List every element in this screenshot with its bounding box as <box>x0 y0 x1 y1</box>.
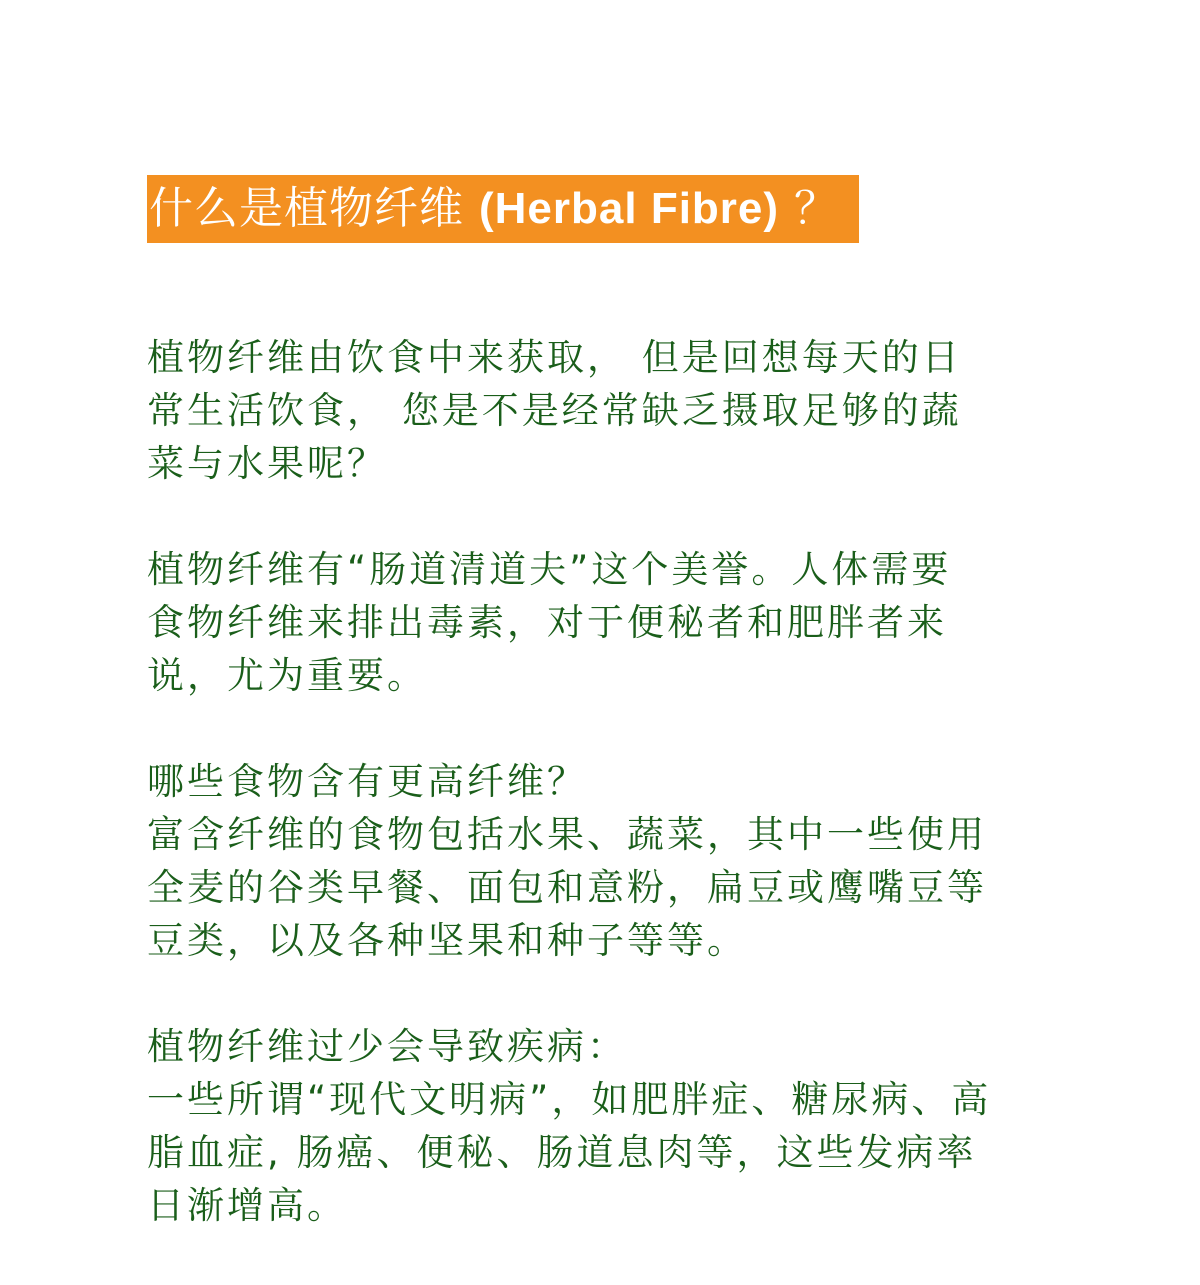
paragraph-line: 植物纤维由饮食中来获取， 但是回想每天的日 <box>147 335 962 379</box>
paragraph-heading: 植物纤维过少会导致疾病： <box>147 1024 627 1068</box>
title-banner <box>147 146 1107 273</box>
paragraph-intestinal-cleaner <box>147 543 1107 702</box>
page-title <box>147 175 859 243</box>
paragraph-line: 菜与水果呢？ <box>147 441 387 485</box>
paragraph-line: 食物纤维来排出毒素，对于便秘者和肥胖者来 <box>147 600 947 644</box>
title-zh: 什么是植物纤维 <box>149 183 479 235</box>
title-question-mark: ？ <box>779 183 840 235</box>
title-en: (Herbal Fibre) <box>479 184 780 234</box>
paragraph-line: 脂血症, 肠癌、便秘、肠道息肉等，这些发病率 <box>147 1130 977 1174</box>
paragraph-heading: 哪些食物含有更高纤维？ <box>147 759 587 803</box>
paragraph-line: 富含纤维的食物包括水果、蔬菜，其中一些使用 <box>147 812 987 856</box>
paragraph-line: 常生活饮食， 您是不是经常缺乏摄取足够的蔬 <box>147 388 962 432</box>
paragraph-line: 日渐增高。 <box>147 1183 347 1227</box>
paragraph-line: 全麦的谷类早餐、面包和意粉，扁豆或鹰嘴豆等 <box>147 865 987 909</box>
paragraph-line: 说，尤为重要。 <box>147 653 427 697</box>
article <box>147 146 1107 1285</box>
paragraph-line: 豆类，以及各种坚果和种子等等。 <box>147 918 747 962</box>
paragraph-intro <box>147 331 1107 490</box>
paragraph-high-fibre-foods <box>147 755 1107 967</box>
paragraph-diseases <box>147 1020 1107 1232</box>
paragraph-line: 植物纤维有“肠道清道夫”这个美誉。人体需要 <box>147 547 952 591</box>
paragraph-line: 一些所谓“现代文明病”，如肥胖症、糖尿病、高 <box>147 1077 992 1121</box>
